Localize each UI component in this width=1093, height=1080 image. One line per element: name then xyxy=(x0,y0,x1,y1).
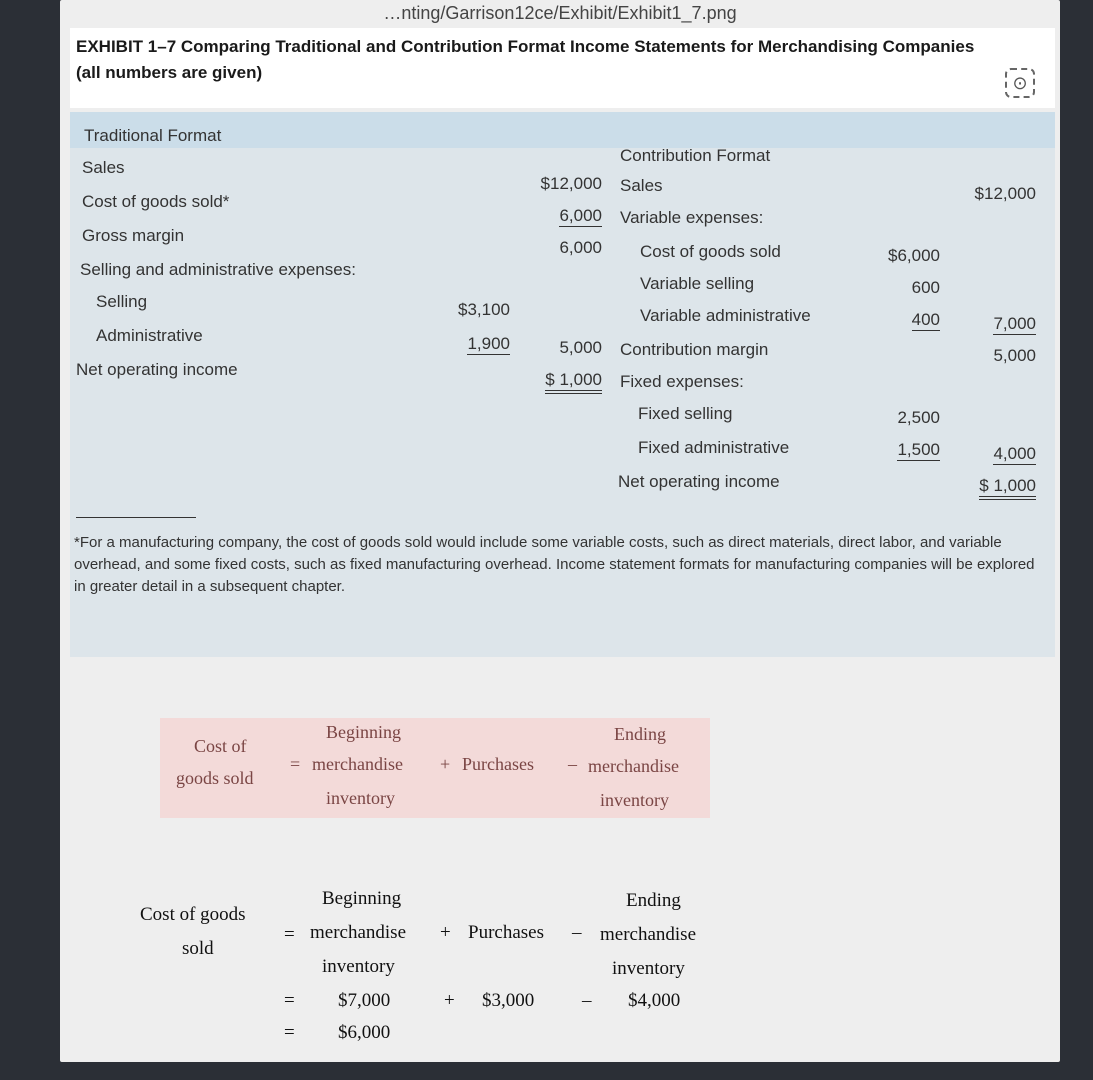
trad-cogs-label: Cost of goods sold* xyxy=(82,192,230,211)
trad-noi-value: $ 1,000 xyxy=(545,370,602,394)
f2-plus: + xyxy=(440,922,451,943)
trad-admin-value: 1,900 xyxy=(467,334,510,353)
f2-beginning: Beginning xyxy=(322,888,402,909)
f2-lhs-line2: sold xyxy=(182,938,214,959)
f2-equals-2: = xyxy=(284,990,295,1011)
f2-lhs-line1: Cost of goods xyxy=(140,904,246,925)
contribution-heading: Contribution Format xyxy=(620,146,771,165)
exhibit-header xyxy=(70,28,1055,108)
trad-gross-label: Gross margin xyxy=(82,226,185,245)
footnote-divider xyxy=(76,517,196,518)
cont-fixed-total: 4,000 xyxy=(993,444,1036,463)
cont-fadmin-label: Fixed administrative xyxy=(638,438,790,457)
footnote: *For a manufacturing company, the cost of goods sold would include some variable costs, such as direct materials, direct labor, and variable overhead, and some fixed costs, such as fixed manufacturing overhead. Income statement formats for manufacturing companies will be explored in greater detail in a subsequent chapter. xyxy=(74,534,1035,595)
trad-noi-label: Net operating income xyxy=(76,360,238,379)
f1-lhs-line2: goods sold xyxy=(176,768,254,788)
trad-sales-label: Sales xyxy=(82,158,125,177)
f1-ending: Ending xyxy=(614,724,666,744)
cont-var-total: 7,000 xyxy=(993,314,1036,333)
f1-beginning: Beginning xyxy=(326,722,401,742)
cont-vadmin-value: 400 xyxy=(911,310,940,329)
expand-icon[interactable]: ⊙ xyxy=(1005,68,1035,98)
f1-ending-merchandise: merchandise xyxy=(588,756,679,776)
cont-vsell-value: 600 xyxy=(911,278,940,297)
trad-admin-label: Administrative xyxy=(96,326,203,345)
cont-vsell-label: Variable selling xyxy=(640,274,755,293)
income-statements-exhibit xyxy=(70,112,1055,657)
trad-selling-label: Selling xyxy=(96,292,148,311)
cont-cm-label: Contribution margin xyxy=(620,340,769,359)
traditional-heading: Traditional Format xyxy=(84,126,222,145)
trad-sga-total: 5,000 xyxy=(559,338,602,357)
f2-equals-3: = xyxy=(284,1022,295,1043)
f2-value-beginning: $7,000 xyxy=(338,990,391,1011)
trad-sales-value: $12,000 xyxy=(540,174,602,193)
trad-sga-label: Selling and administrative expenses: xyxy=(80,260,356,279)
cont-noi-label: Net operating income xyxy=(618,472,780,491)
f1-ending-inventory: inventory xyxy=(600,790,669,810)
f2-minus: – xyxy=(572,922,582,943)
f2-minus-2: – xyxy=(582,990,592,1011)
f2-ending-inventory: inventory xyxy=(612,958,685,979)
cont-fadmin-value: 1,500 xyxy=(897,440,940,459)
f2-value-ending: $4,000 xyxy=(628,990,681,1011)
cont-fsell-label: Fixed selling xyxy=(638,404,733,423)
f1-inventory: inventory xyxy=(326,788,395,808)
image-viewer-page xyxy=(60,0,1060,1062)
f2-value-purchases: $3,000 xyxy=(482,990,535,1011)
f2-purchases: Purchases xyxy=(468,922,544,943)
cont-fixed-label: Fixed expenses: xyxy=(620,372,744,391)
exhibit-title: EXHIBIT 1–7 Comparing Traditional and Contribution Format Income Statements for Merchandising Companies (all numbers are given) xyxy=(76,37,975,82)
f1-minus: – xyxy=(568,754,577,774)
cont-fsell-value: 2,500 xyxy=(897,408,940,427)
url-bar[interactable]: …nting/Garrison12ce/Exhibit/Exhibit1_7.png xyxy=(383,3,737,23)
cont-noi-value: $ 1,000 xyxy=(979,476,1036,500)
f1-equals: = xyxy=(290,754,301,774)
f1-plus: + xyxy=(440,754,451,774)
cont-sales-value: $12,000 xyxy=(974,184,1036,203)
f2-result: $6,000 xyxy=(338,1022,391,1043)
trad-selling-value: $3,100 xyxy=(458,300,510,319)
f2-inventory: inventory xyxy=(322,956,395,977)
trad-gross-value: 6,000 xyxy=(559,238,602,257)
cont-cogs-label: Cost of goods sold xyxy=(640,242,781,261)
f1-purchases: Purchases xyxy=(462,754,534,774)
cont-sales-label: Sales xyxy=(620,176,663,195)
cont-cm-value: 5,000 xyxy=(993,346,1036,365)
f2-ending: Ending xyxy=(626,890,681,911)
f1-lhs-line1: Cost of xyxy=(194,736,247,756)
f2-plus-2: + xyxy=(444,990,455,1011)
f1-merchandise: merchandise xyxy=(312,754,403,774)
cont-var-label: Variable expenses: xyxy=(620,208,764,227)
f2-equals: = xyxy=(284,924,295,945)
trad-cogs-value: 6,000 xyxy=(559,206,602,225)
f2-merchandise: merchandise xyxy=(310,922,407,943)
cont-vadmin-label: Variable administrative xyxy=(640,306,811,325)
cont-cogs-value: $6,000 xyxy=(888,246,940,265)
f2-ending-merchandise: merchandise xyxy=(600,924,697,945)
